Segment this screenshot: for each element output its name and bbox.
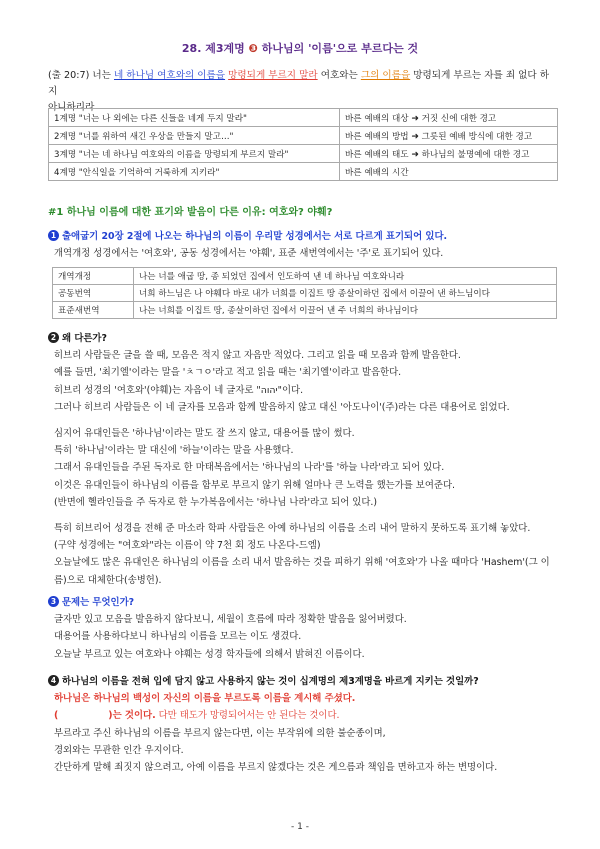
arrow-icon: ➜ <box>411 131 419 142</box>
commandments-table <box>48 108 558 181</box>
table-row: 공동번역 너희 하느님은 나 야훼다 바로 내가 너희를 이집트 땅 종살이하던 집에서 이끌어 낸 하느님이다 <box>53 285 557 302</box>
section-2: 2 왜 다른가? 히브리 사람들은 글을 쓸 때, 모음은 적지 않고 자음만 적었다. 그리고 읽을 때 모음과 함께 발음한다. 예를 들면, '최기엘'이라는 말을 'ㅊㄱㅇ'라고 적고 읽을 때는 '최기엘'이라고 발음한다. 히브리 성경의 '여호와'(야훼)는 자음이 네 글자로 "יהוה"이다. 그러나 히브리 사람들은 이 네 글자를 모음과 함께 발음하지 않고 대신 '아도나이'(주)라는 다른 대용어로 읽었다. 심지어 유대인들은 '하나님'이라는 말도 잘 쓰지 않고, 대용어를 많이 썼다. 특히 '하나님'이라는 말 대신에 '하늘'이라는 말을 사용했다. 그래서 유대인들을 주된 독자로 한 마태복음에서는 '하나님의 나라'를 '하늘 나라'라고 되어 있다. 이것은 유대인들이 하나님의 이름을 함부로 부르지 않기 위해 얼마나 큰 노력을 했는가를 보여준다. (반면에 헬라인들을 주 독자로 한 누가복음에서는 '하나님 나라'라고 되어 있다.) 특히 히브리어 성경을 전해 준 마소라 학파 사람들은 아예 하나님의 이름을 소리 내어 말하지 못하도록 표기해 놓았다. (구약 성경에는 "여호와"라는 이름이 약 7천 회 정도 나온다-드엠) 오늘날에도 많은 유대인은 하나님의 이름을 소리 내서 발음하는 것을 피하기 위해 '여호와'가 나올 때마다 'Hashem'(그 이 름)으로 대체한다(송병헌). <box>48 330 568 589</box>
title-prefix: 28. 제3계명 <box>181 42 249 55</box>
section-4: 4 하나님의 이름을 전혀 입에 담지 않고 사용하지 않는 것이 십계명의 제3계명을 바르게 지키는 것일까? 하나님은 하나님의 백성이 자신의 이름을 부르도록 이름을 계시해 주셨다. ( )는 것이다. 다만 태도가 망령되어서는 안 된다는 것이다. 부르라고 주신 하나님의 이름을 부르지 않는다면, 이는 부작위에 의한 불순종이며, 경외와는 무관한 인간 우지이다. 간단하게 말해 죄짓지 않으려고, 아예 이름을 부르지 않겠다는 것은 게으름과 책임을 면하고자 하는 변명이다. <box>48 673 568 776</box>
number-badge: 2 <box>48 332 59 343</box>
translations-table <box>52 267 557 319</box>
section-heading: #1 하나님 이름에 대한 표기와 발음이 다른 이유: 여호와? 야훼? <box>48 207 333 218</box>
page-number: - 1 - <box>291 822 309 832</box>
number-badge: 3 <box>48 596 59 607</box>
arrow-icon: ➜ <box>411 149 419 160</box>
table-row: 개역개정 나는 너를 애굽 땅, 종 되었던 집에서 인도하여 낸 네 하나님 여호와니라 <box>53 268 557 285</box>
title-text: 하나님의 '이름'으로 부르다는 것 <box>257 42 419 55</box>
intro-verse: (출 20:7) 너는 네 하나님 여호와의 이름을 망령되게 부르지 말라 여호와는 그의 이름을 망령되게 부르는 자를 죄 없다 하지 아니하리라 <box>48 70 549 113</box>
title-number: ❸ <box>248 42 258 55</box>
page-title <box>0 40 600 56</box>
number-badge: 1 <box>48 230 59 241</box>
number-badge: 4 <box>48 675 59 686</box>
table-row: 4계명 "안식일을 기억하여 거룩하게 지키라" 바른 예배의 시간 <box>49 163 558 181</box>
section-1: 1 출애굽기 20장 2절에 나오는 하나님의 이름이 우리말 성경에서는 서로 다르게 표기되어 있다. 개역개정 성경에서는 '여호와', 공동 성경에서는 '야훼', 표준 새번역에서는 '주'로 표기되어 있다. <box>48 228 568 262</box>
section-3: 3 문제는 무엇인가? 글자만 있고 모음을 발음하지 않다보니, 세월이 흐름에 따라 정확한 발음을 잃어버렸다. 대용어를 사용하다보니 하나님의 이름을 모르는 이도 생겼다. 오늘날 부르고 있는 여호와나 야훼는 성경 학자들에 의해서 밝혀진 이름이다. <box>48 594 568 663</box>
table-row: 3계명 "너는 네 하나님 여호와의 이름을 망령되게 부르지 말라" 바른 예배의 태도 ➜ 하나님의 불명예에 대한 경고 <box>49 145 558 163</box>
table-row: 표준새번역 나는 너희를 이집트 땅, 종살이하던 집에서 이끌어 낸 주 너희의 하나님이다 <box>53 302 557 319</box>
table-row: 1계명 "너는 나 외에는 다른 신들을 네게 두지 말라" 바른 예배의 대상 ➜ 거짓 신에 대한 경고 <box>49 109 558 127</box>
arrow-icon: ➜ <box>411 113 419 124</box>
table-row: 2계명 "너를 위하여 새긴 우상을 만들지 말고…" 바른 예배의 방법 ➜ 그릇된 예배 방식에 대한 경고 <box>49 127 558 145</box>
